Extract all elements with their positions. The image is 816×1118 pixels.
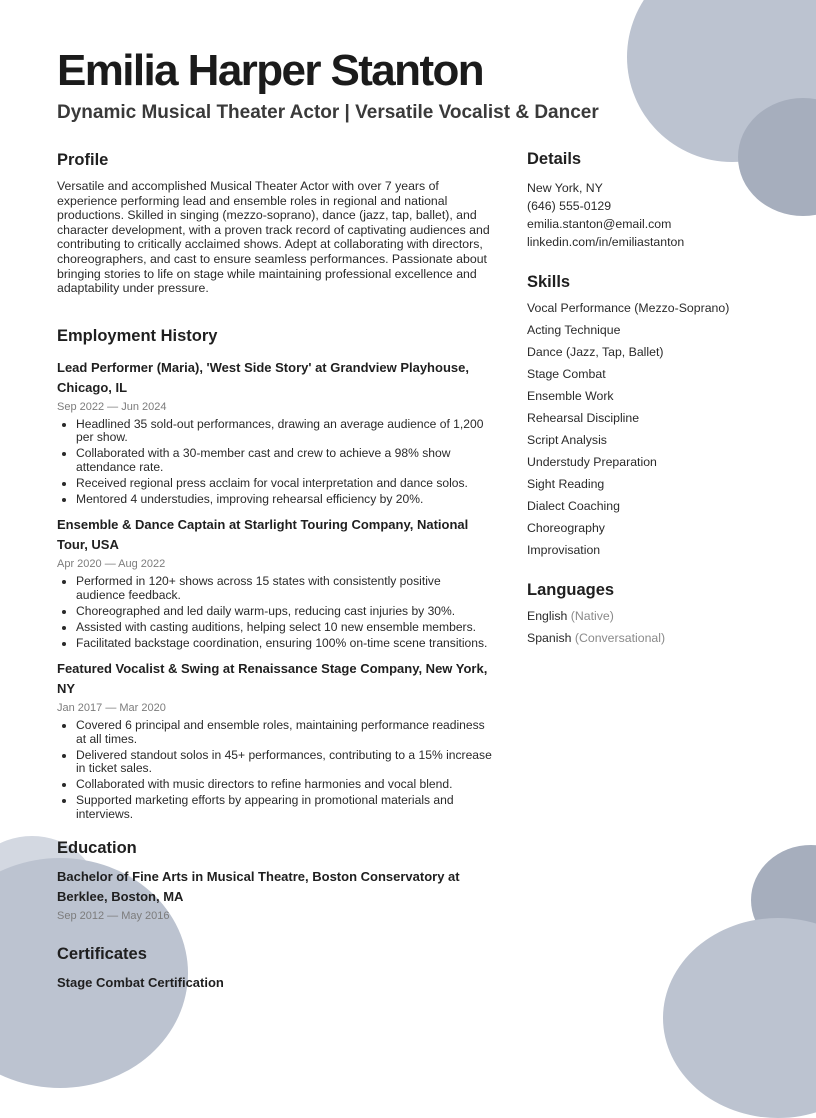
- candidate-name: Emilia Harper Stanton: [57, 46, 484, 95]
- education-degree: Bachelor of Fine Arts in Musical Theatre, Boston Conservatory at Berklee, Boston, MA: [57, 869, 460, 905]
- profile-section: [57, 149, 493, 296]
- job-bullet: • Received regional press acclaim for vocal interpretation and dance solos.: [76, 477, 493, 491]
- job-title: Lead Performer (Maria), 'West Side Story' at Grandview Playhouse, Chicago, IL: [57, 359, 469, 395]
- languages-list: [527, 605, 777, 649]
- job-bullets: [57, 575, 493, 650]
- detail-location: New York, NY: [527, 181, 603, 195]
- job-bullet: • Choreographed and led daily warm-ups, reducing cast injuries by 30%.: [76, 605, 493, 619]
- language-name: Spanish: [527, 631, 572, 645]
- job-bullet: • Facilitated backstage coordination, ensuring 100% on-time scene transitions.: [76, 637, 493, 651]
- language-item: [527, 627, 777, 649]
- education-dates: Sep 2012 — May 2016: [57, 910, 170, 923]
- job-dates: Sep 2022 — Jun 2024: [57, 400, 167, 413]
- skill-item: Dialect Coaching: [527, 499, 620, 513]
- education-section: [57, 837, 493, 924]
- employment-section: [57, 325, 493, 822]
- skill-item: Understudy Preparation: [527, 455, 657, 469]
- employment-heading: Employment History: [57, 326, 218, 345]
- job-bullet: • Headlined 35 sold-out performances, drawing an average audience of 1,200 per show.: [76, 418, 493, 445]
- languages-heading: Languages: [527, 581, 615, 599]
- skill-item: Ensemble Work: [527, 389, 614, 403]
- job-title: Ensemble & Dance Captain at Starlight Touring Company, National Tour, USA: [57, 517, 469, 553]
- skill-item: Choreography: [527, 521, 605, 535]
- main-column: [57, 149, 493, 993]
- skill-item: Sight Reading: [527, 477, 605, 491]
- skills-heading: Skills: [527, 273, 571, 291]
- job-bullet: • Supported marketing efforts by appearing in promotional materials and interviews.: [76, 794, 493, 821]
- skill-item: Rehearsal Discipline: [527, 411, 640, 425]
- certificate-title: Stage Combat Certification: [57, 975, 224, 991]
- sidebar-column: [527, 148, 777, 649]
- skill-item: Vocal Performance (Mezzo-Soprano): [527, 301, 730, 315]
- job-entry: [57, 515, 493, 650]
- language-item: [527, 605, 777, 627]
- details-section: [527, 148, 777, 251]
- job-title: Featured Vocalist & Swing at Renaissance Stage Company, New York, NY: [57, 661, 488, 697]
- profile-text: Versatile and accomplished Musical Theater Actor with over 7 years of experience performing lead and ensemble roles in regional and national productions. Skilled in singing (mezzo-soprano), dance (jazz, tap, ballet), and character development, with a proven track record of captivating audiences and contributing to critically acclaimed shows. Adept at collaborating with directors, choreographers, and cast to ensure seamless performances. Passionate about bringing stories to life on stage while maintaining professional excellence and adaptability under pressure.: [57, 179, 490, 296]
- job-bullets: [57, 719, 493, 821]
- detail-email[interactable]: emilia.stanton@email.com: [527, 217, 672, 231]
- job-bullet: • Assisted with casting auditions, helping select 10 new ensemble members.: [76, 621, 493, 635]
- certificates-heading: Certificates: [57, 945, 147, 964]
- language-level: (Native): [570, 609, 614, 623]
- job-bullet: • Delivered standout solos in 45+ performances, contributing to a 15% increase in ticket sales.: [76, 749, 493, 776]
- job-dates: Apr 2020 — Aug 2022: [57, 558, 166, 571]
- job-entry: [57, 358, 493, 507]
- profile-heading: Profile: [57, 151, 109, 169]
- candidate-title: Dynamic Musical Theater Actor | Versatile Vocalist & Dancer: [57, 102, 599, 123]
- job-bullet: • Mentored 4 understudies, improving rehearsal efficiency by 20%.: [76, 493, 493, 507]
- certificates-section: [57, 943, 493, 993]
- detail-linkedin[interactable]: linkedin.com/in/emiliastanton: [527, 235, 685, 249]
- skills-list: [527, 297, 777, 561]
- job-bullets: [57, 418, 493, 507]
- detail-phone[interactable]: (646) 555-0129: [527, 199, 612, 213]
- language-level: (Conversational): [574, 631, 666, 645]
- details-heading: Details: [527, 150, 582, 168]
- job-entry: [57, 659, 493, 821]
- job-bullet: • Performed in 120+ shows across 15 states with consistently positive audience feedback.: [76, 575, 493, 602]
- education-heading: Education: [57, 839, 137, 858]
- skill-item: Script Analysis: [527, 433, 607, 447]
- skills-section: [527, 271, 777, 561]
- job-dates: Jan 2017 — Mar 2020: [57, 702, 166, 715]
- skill-item: Dance (Jazz, Tap, Ballet): [527, 345, 664, 359]
- skill-item: Acting Technique: [527, 323, 621, 337]
- languages-section: [527, 579, 777, 649]
- job-bullet: • Covered 6 principal and ensemble roles, maintaining performance readiness at all times.: [76, 719, 493, 746]
- job-bullet: • Collaborated with music directors to refine harmonies and vocal blend.: [76, 778, 493, 792]
- skill-item: Stage Combat: [527, 367, 606, 381]
- job-bullet: • Collaborated with a 30-member cast and crew to achieve a 98% show attendance rate.: [76, 447, 493, 474]
- skill-item: Improvisation: [527, 543, 601, 557]
- details-list: [527, 179, 777, 251]
- language-name: English: [527, 609, 568, 623]
